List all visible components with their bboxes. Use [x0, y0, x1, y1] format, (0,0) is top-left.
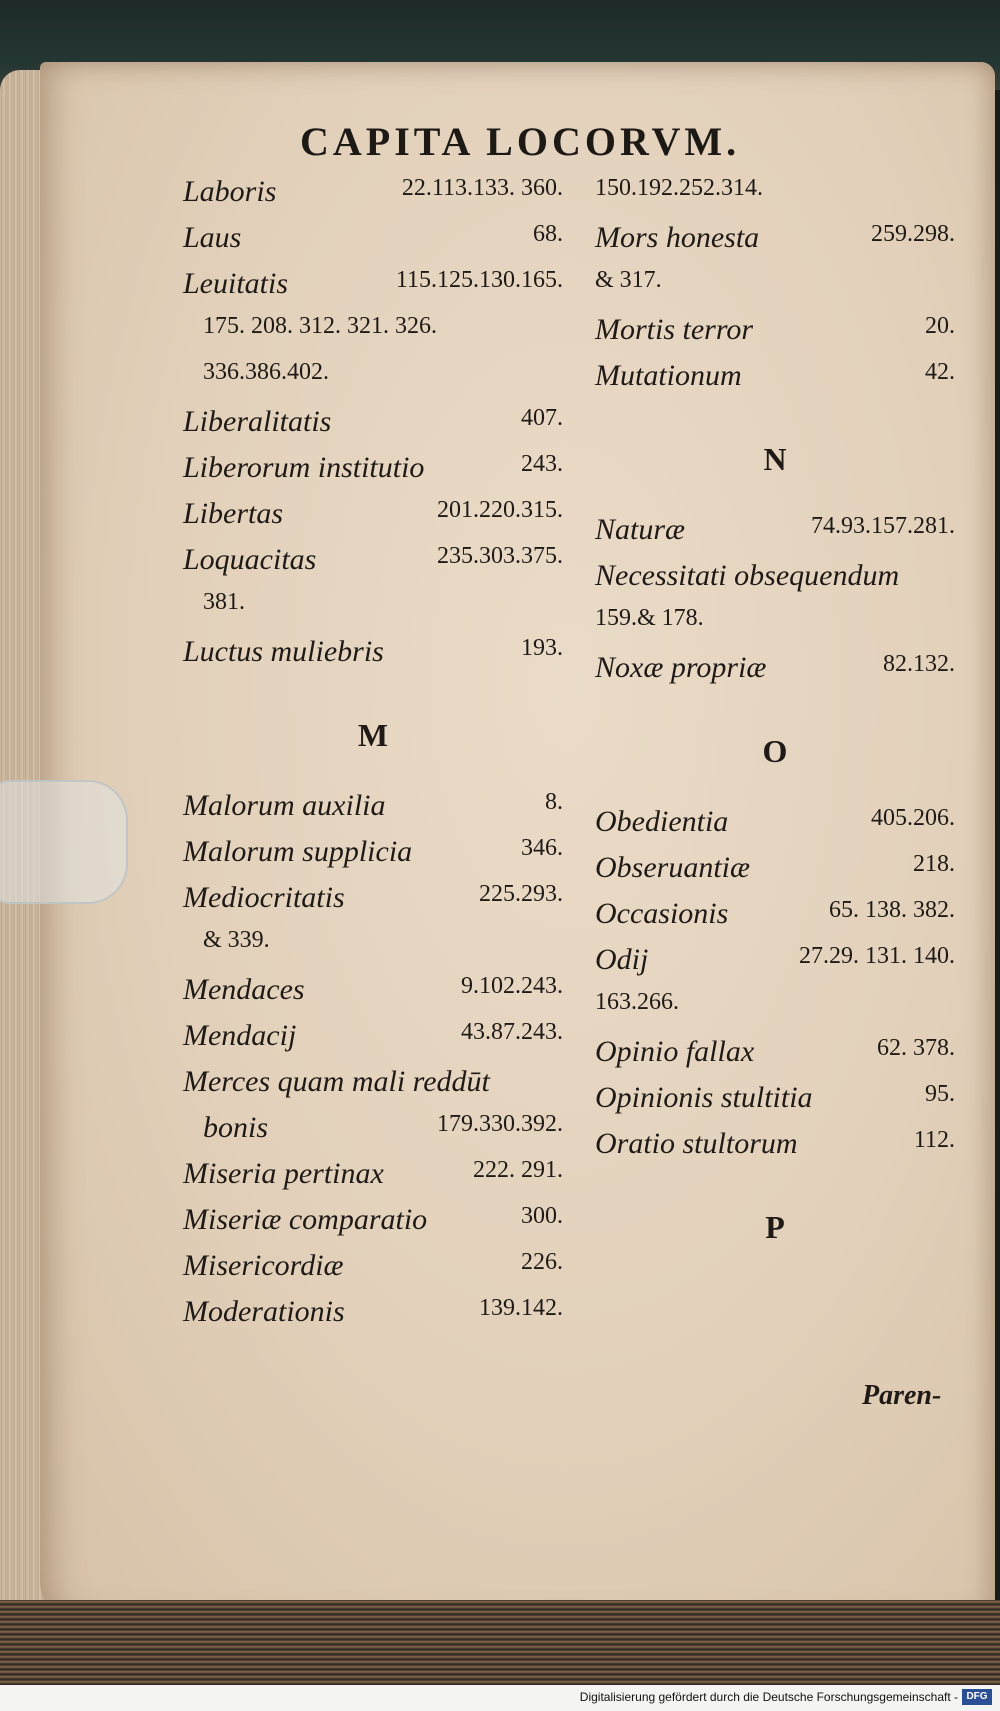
page-references: 179.330.392. — [437, 1111, 563, 1137]
index-term: Noxæ propriæ — [595, 651, 767, 684]
index-entry — [183, 451, 563, 497]
index-term: Moderationis — [183, 1295, 345, 1328]
index-entry — [183, 497, 563, 543]
index-term: Laus — [183, 221, 242, 254]
index-term: Occasionis — [595, 897, 729, 930]
page-references: 62. 378. — [877, 1035, 955, 1061]
index-term: Naturæ — [595, 513, 686, 546]
section-letter: M — [357, 717, 389, 753]
index-term: Mors honesta — [595, 221, 760, 254]
page-references: 20. — [925, 313, 955, 339]
page-references: 22.113.133. 360. — [401, 175, 563, 201]
index-entry — [595, 359, 955, 405]
index-entry — [595, 559, 955, 605]
index-term: Opinionis stultitia — [595, 1081, 813, 1114]
index-term: Libertas — [183, 497, 284, 530]
index-entry — [183, 1249, 563, 1295]
page-references: 65. 138. 382. — [829, 897, 955, 923]
page-references: 222. 291. — [473, 1157, 563, 1183]
index-term: Necessitati obsequendum — [595, 559, 900, 592]
index-entry — [183, 1111, 563, 1157]
page-references: 405.206. — [871, 805, 955, 831]
index-entry — [595, 221, 955, 267]
index-term: Loquacitas — [183, 543, 317, 576]
index-entry — [183, 589, 563, 635]
index-entry — [595, 175, 955, 221]
index-entry — [183, 789, 563, 835]
index-entry — [183, 881, 563, 927]
index-term: Mendaces — [183, 973, 305, 1006]
index-term: Misericordiæ — [183, 1249, 344, 1282]
index-entry — [183, 1203, 563, 1249]
page-references: 43.87.243. — [461, 1019, 563, 1045]
index-entry — [595, 1127, 955, 1173]
index-entry — [595, 1035, 955, 1081]
footer-credit: Digitalisierung gefördert durch die Deutsche Forschungsgemeinschaft - — [579, 1690, 958, 1704]
index-term: bonis — [203, 1111, 269, 1144]
page-references: 381. — [203, 589, 245, 615]
page-references: 218. — [913, 851, 955, 877]
page-references: 300. — [521, 1203, 563, 1229]
catchword: Paren- — [862, 1380, 942, 1411]
index-term: Obseruantiæ — [595, 851, 751, 884]
page-references: 112. — [913, 1127, 955, 1153]
index-term: Leuitatis — [183, 267, 289, 300]
index-entry — [595, 313, 955, 359]
index-entry — [183, 221, 563, 267]
section-letter: P — [765, 1209, 785, 1245]
book-bottom-edge — [0, 1600, 1000, 1685]
index-entry — [183, 175, 563, 221]
index-term: Oratio stultorum — [595, 1127, 798, 1160]
index-entry — [595, 651, 955, 697]
index-entry — [595, 267, 955, 313]
index-entry — [183, 1157, 563, 1203]
page-references: 74.93.157.281. — [811, 513, 955, 539]
index-entry — [183, 405, 563, 451]
page-references: 336.386.402. — [203, 359, 329, 385]
index-entry — [183, 973, 563, 1019]
page-tab-marker — [0, 780, 128, 904]
page-references: 259.298. — [871, 221, 955, 247]
page-references: 42. — [925, 359, 955, 385]
index-column-right — [595, 175, 955, 1281]
page-references: 201.220.315. — [437, 497, 563, 523]
index-entry — [595, 805, 955, 851]
index-entry — [595, 851, 955, 897]
index-entry — [183, 543, 563, 589]
index-term: Malorum auxilia — [183, 789, 386, 822]
index-entry — [183, 1019, 563, 1065]
page-references: 226. — [521, 1249, 563, 1275]
index-entry — [183, 1295, 563, 1341]
index-term: Malorum supplicia — [183, 835, 413, 868]
page-references: 27.29. 131. 140. — [799, 943, 955, 969]
index-entry — [183, 635, 563, 681]
page-references: 150.192.252.314. — [595, 175, 763, 201]
index-term: Mediocritatis — [183, 881, 345, 914]
index-term: Liberorum institutio — [183, 451, 425, 484]
page-references: 346. — [521, 835, 563, 861]
page-references: 139.142. — [479, 1295, 563, 1321]
index-term: Merces quam mali reddūt — [183, 1065, 490, 1098]
page-references: 163.266. — [595, 989, 679, 1015]
index-entry — [595, 897, 955, 943]
index-entry — [183, 359, 563, 405]
page-references: & 317. — [595, 267, 662, 293]
index-term: Opinio fallax — [595, 1035, 755, 1068]
index-term: Mortis terror — [595, 313, 754, 346]
page-title: CAPITA LOCORVM. — [300, 119, 741, 164]
index-term: Obedientia — [595, 805, 729, 838]
page-references: 8. — [545, 789, 563, 815]
index-entry — [183, 927, 563, 973]
page-references: 193. — [521, 635, 563, 661]
index-entry — [595, 605, 955, 651]
page-references: 115.125.130.165. — [395, 267, 563, 293]
index-entry — [183, 1065, 563, 1111]
page-references: 9.102.243. — [461, 973, 563, 999]
index-entry — [595, 1081, 955, 1127]
index-term: Miseria pertinax — [183, 1157, 384, 1190]
page-references: 243. — [521, 451, 563, 477]
index-entry — [595, 989, 955, 1035]
index-term: Laboris — [183, 175, 277, 208]
index-entry — [183, 313, 563, 359]
page-references: 82.132. — [883, 651, 955, 677]
index-term: Miseriæ comparatio — [183, 1203, 428, 1236]
page-references: & 339. — [203, 927, 270, 953]
page-references: 95. — [925, 1081, 955, 1107]
page-references: 225.293. — [479, 881, 563, 907]
index-term: Liberalitatis — [183, 405, 332, 438]
section-letter: N — [763, 441, 787, 477]
page-references: 407. — [521, 405, 563, 431]
index-entry — [595, 943, 955, 989]
index-term: Odij — [595, 943, 649, 976]
index-entry — [595, 513, 955, 559]
index-term: Mendacij — [183, 1019, 297, 1052]
page-references: 235.303.375. — [437, 543, 563, 569]
page-references: 175. 208. 312. 321. 326. — [203, 313, 437, 339]
index-column-left — [183, 175, 563, 1341]
index-term: Mutationum — [595, 359, 742, 392]
index-term: Luctus muliebris — [183, 635, 384, 668]
dfg-logo: DFG — [962, 1689, 992, 1705]
section-letter: O — [762, 733, 788, 769]
page-references: 68. — [533, 221, 563, 247]
index-entry — [183, 835, 563, 881]
page-references: 159.& 178. — [595, 605, 704, 631]
index-entry — [183, 267, 563, 313]
